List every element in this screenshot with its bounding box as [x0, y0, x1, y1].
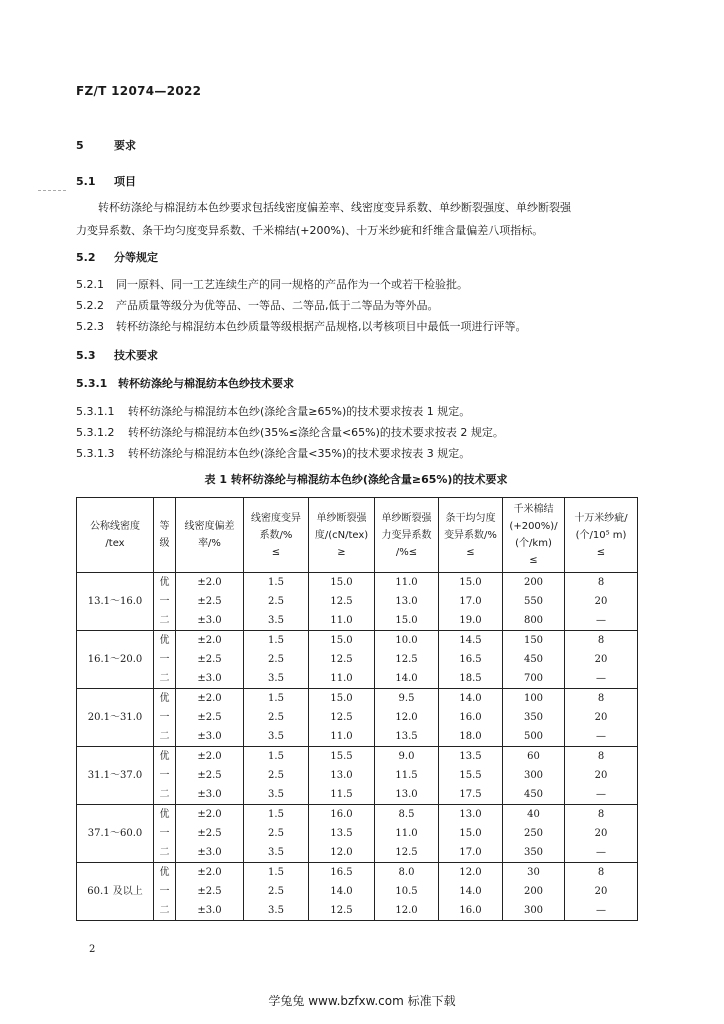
clause-5-3-1-2	[76, 424, 636, 440]
value-cell: 11.0	[309, 727, 375, 747]
clause-number: 5.3.1.3	[76, 447, 115, 460]
value-cell: 300	[503, 901, 565, 921]
value-cell: 8	[565, 689, 638, 709]
value-cell: 12.5	[375, 650, 439, 669]
table-row	[77, 824, 638, 843]
value-cell: 200	[503, 573, 565, 593]
grade-cell: 优	[154, 747, 176, 767]
clause-text: 产品质量等级分为优等品、一等品、二等品,低于二等品为等外品。	[116, 299, 439, 312]
value-cell: 450	[503, 650, 565, 669]
grade-cell: 一	[154, 650, 176, 669]
value-cell: 13.0	[439, 805, 503, 825]
value-cell: 15.0	[439, 573, 503, 593]
section-5-3-heading	[76, 347, 158, 363]
value-cell: 20	[565, 882, 638, 901]
value-cell: ±2.0	[176, 573, 244, 593]
value-cell: 300	[503, 766, 565, 785]
grade-cell: 一	[154, 766, 176, 785]
value-cell: ±2.5	[176, 882, 244, 901]
value-cell: 2.5	[244, 766, 309, 785]
value-cell: ±2.0	[176, 805, 244, 825]
value-cell: 13.0	[375, 592, 439, 611]
value-cell: 16.0	[439, 901, 503, 921]
value-cell: ±2.0	[176, 689, 244, 709]
value-cell: —	[565, 901, 638, 921]
value-cell: 11.0	[309, 669, 375, 689]
clause-5-3-1-1	[76, 403, 636, 419]
table-1-caption: 表 1 转杯纺涤纶与棉混纺本色纱(涤纶含量≥65%)的技术要求	[204, 473, 508, 486]
value-cell: 1.5	[244, 747, 309, 767]
grade-cell: 一	[154, 882, 176, 901]
value-cell: 700	[503, 669, 565, 689]
value-cell: 16.0	[309, 805, 375, 825]
value-cell: 14.0	[439, 882, 503, 901]
value-cell: ±2.0	[176, 631, 244, 651]
value-cell: ±3.0	[176, 611, 244, 631]
header-line: (个/km)	[515, 538, 552, 549]
value-cell: 9.0	[375, 747, 439, 767]
linear-density-range: 20.1～31.0	[77, 689, 154, 747]
header-line: 系数/%	[259, 529, 293, 541]
clause-5-2-1	[76, 276, 636, 292]
value-cell: 13.5	[439, 747, 503, 767]
grade-cell: 二	[154, 611, 176, 631]
value-cell: 12.0	[439, 863, 503, 883]
value-cell: 18.0	[439, 727, 503, 747]
linear-density-range: 31.1～37.0	[77, 747, 154, 805]
section-5-1-heading	[76, 173, 136, 189]
value-cell: —	[565, 785, 638, 805]
section-5-1-text-line-1: 转杯纺涤纶与棉混纺本色纱要求包括线密度偏差率、线密度变异系数、单纱断裂强度、单纱断裂强	[98, 201, 571, 214]
table-header-cell	[439, 498, 503, 573]
grade-cell: 优	[154, 573, 176, 593]
table-row	[77, 863, 638, 883]
value-cell: 30	[503, 863, 565, 883]
section-title: 技术要求	[114, 349, 158, 362]
header-line: ≤	[271, 546, 281, 558]
value-cell: ±2.5	[176, 650, 244, 669]
table-header-row	[77, 498, 638, 573]
table-row	[77, 766, 638, 785]
value-cell: 13.0	[309, 766, 375, 785]
value-cell: 800	[503, 611, 565, 631]
header-line: /%≤	[395, 546, 418, 558]
value-cell: ±2.5	[176, 708, 244, 727]
value-cell: 8	[565, 573, 638, 593]
table-row	[77, 592, 638, 611]
value-cell: 20	[565, 708, 638, 727]
value-cell: 13.5	[309, 824, 375, 843]
section-title: 分等规定	[114, 251, 158, 264]
linear-density-range: 37.1～60.0	[77, 805, 154, 863]
value-cell: ±2.0	[176, 747, 244, 767]
value-cell: 16.0	[439, 708, 503, 727]
value-cell: 3.5	[244, 669, 309, 689]
value-cell: 15.0	[309, 573, 375, 593]
header-line: 公称线密度	[90, 521, 140, 532]
grade-cell: 优	[154, 689, 176, 709]
section-5-2-heading	[76, 249, 158, 265]
grade-cell: 二	[154, 669, 176, 689]
value-cell: 17.0	[439, 843, 503, 863]
value-cell: 12.0	[309, 843, 375, 863]
table-header-cell	[154, 498, 176, 573]
header-line: ≤	[529, 555, 538, 566]
value-cell: 8.0	[375, 863, 439, 883]
value-cell: 450	[503, 785, 565, 805]
value-cell: 200	[503, 882, 565, 901]
clause-5-2-3	[76, 318, 636, 334]
header-line: 条干均匀度	[445, 512, 496, 524]
clause-5-3-1-3	[76, 445, 636, 461]
section-5-heading	[76, 137, 136, 153]
grade-cell: 二	[154, 785, 176, 805]
value-cell: 20	[565, 650, 638, 669]
value-cell: 8	[565, 863, 638, 883]
value-cell: 2.5	[244, 882, 309, 901]
value-cell: 11.5	[375, 766, 439, 785]
value-cell: ±2.5	[176, 592, 244, 611]
value-cell: 20	[565, 824, 638, 843]
value-cell: 13.5	[375, 727, 439, 747]
section-number: 5.1	[76, 175, 96, 188]
value-cell: 1.5	[244, 573, 309, 593]
value-cell: 15.0	[439, 824, 503, 843]
value-cell: 17.5	[439, 785, 503, 805]
value-cell: 12.5	[309, 708, 375, 727]
clause-number: 5.3.1.2	[76, 426, 115, 439]
header-line: 变异系数/%	[444, 529, 497, 541]
value-cell: 2.5	[244, 592, 309, 611]
clause-number: 5.2.2	[76, 299, 104, 312]
clause-number: 5.2.1	[76, 278, 104, 291]
value-cell: 350	[503, 708, 565, 727]
table-row	[77, 611, 638, 631]
value-cell: 12.5	[309, 592, 375, 611]
section-number: 5	[76, 139, 84, 152]
value-cell: 11.0	[375, 573, 439, 593]
clause-text: 转杯纺涤纶与棉混纺本色纱(涤纶含量<35%)的技术要求按表 3 规定。	[128, 447, 471, 460]
value-cell: 14.0	[309, 882, 375, 901]
value-cell: —	[565, 669, 638, 689]
section-title: 要求	[114, 139, 136, 152]
header-line: (+200%)/	[509, 521, 558, 532]
clause-number: 5.2.3	[76, 320, 104, 333]
header-line: 单纱断裂强	[316, 512, 367, 524]
value-cell: 11.5	[309, 785, 375, 805]
value-cell: —	[565, 727, 638, 747]
value-cell: ±2.5	[176, 824, 244, 843]
table-header-cell	[77, 498, 154, 573]
table-header-cell	[503, 498, 565, 573]
header-line: 等	[159, 521, 170, 532]
grade-cell: 优	[154, 863, 176, 883]
value-cell: 20	[565, 592, 638, 611]
table-row	[77, 901, 638, 921]
value-cell: 2.5	[244, 824, 309, 843]
table-header-cell	[244, 498, 309, 573]
value-cell: 9.5	[375, 689, 439, 709]
table-header-cell	[176, 498, 244, 573]
value-cell: 18.5	[439, 669, 503, 689]
value-cell: 11.0	[375, 824, 439, 843]
value-cell: 8	[565, 747, 638, 767]
table-row	[77, 708, 638, 727]
header-line: 度/(cN/tex)	[314, 529, 369, 541]
linear-density-range: 16.1～20.0	[77, 631, 154, 689]
table-1	[76, 497, 638, 921]
table-row	[77, 785, 638, 805]
value-cell: 1.5	[244, 631, 309, 651]
table-row	[77, 882, 638, 901]
grade-cell: 一	[154, 708, 176, 727]
value-cell: 500	[503, 727, 565, 747]
value-cell: —	[565, 843, 638, 863]
grade-cell: 二	[154, 727, 176, 747]
clause-text: 转杯纺涤纶与棉混纺本色纱(涤纶含量≥65%)的技术要求按表 1 规定。	[128, 405, 471, 418]
value-cell: 550	[503, 592, 565, 611]
header-line: ≤	[466, 546, 475, 558]
table-row	[77, 689, 638, 709]
value-cell: 19.0	[439, 611, 503, 631]
header-line: 千米棉结	[513, 504, 554, 515]
value-cell: 8	[565, 805, 638, 825]
header-line: 单纱断裂强	[381, 512, 432, 524]
clause-number: 5.3.1.1	[76, 405, 115, 418]
value-cell: ±3.0	[176, 785, 244, 805]
grade-cell: 优	[154, 805, 176, 825]
value-cell: 12.5	[309, 650, 375, 669]
header-line: ≥	[337, 546, 346, 558]
table-row	[77, 631, 638, 651]
value-cell: 14.0	[375, 669, 439, 689]
table-row	[77, 650, 638, 669]
grade-cell: 二	[154, 843, 176, 863]
value-cell: 15.0	[309, 689, 375, 709]
linear-density-range: 60.1 及以上	[77, 863, 154, 921]
header-line: 线密度偏差	[184, 521, 235, 532]
clause-text: 转杯纺涤纶与棉混纺本色纱质量等级根据产品规格,以考核项目中最低一项进行评等。	[116, 320, 527, 333]
value-cell: 3.5	[244, 727, 309, 747]
table-row	[77, 747, 638, 767]
header-line: 率/%	[198, 538, 221, 549]
value-cell: 250	[503, 824, 565, 843]
value-cell: —	[565, 611, 638, 631]
value-cell: 2.5	[244, 708, 309, 727]
value-cell: 17.0	[439, 592, 503, 611]
value-cell: 350	[503, 843, 565, 863]
value-cell: 12.5	[375, 843, 439, 863]
value-cell: 3.5	[244, 611, 309, 631]
value-cell: 12.0	[375, 708, 439, 727]
clause-5-2-2	[76, 297, 636, 313]
header-line: 线密度变异	[251, 512, 301, 524]
table-row	[77, 805, 638, 825]
value-cell: 16.5	[309, 863, 375, 883]
header-line: /tex	[105, 538, 125, 549]
value-cell: 15.0	[309, 631, 375, 651]
value-cell: 60	[503, 747, 565, 767]
section-number: 5.3	[76, 349, 96, 362]
value-cell: 1.5	[244, 863, 309, 883]
value-cell: 3.5	[244, 843, 309, 863]
clause-text: 同一原料、同一工艺连续生产的同一规格的产品作为一个或若干检验批。	[116, 278, 468, 291]
table-body	[77, 573, 638, 921]
value-cell: 15.5	[309, 747, 375, 767]
linear-density-range: 13.1～16.0	[77, 573, 154, 631]
header-line: 十万米纱疵/	[574, 512, 628, 524]
grade-cell: 二	[154, 901, 176, 921]
header-line: 级	[159, 538, 170, 549]
value-cell: 14.5	[439, 631, 503, 651]
footer-watermark: 学兔兔 www.bzfxw.com 标准下载	[268, 994, 456, 1008]
page-number: 2	[89, 944, 96, 955]
value-cell: ±3.0	[176, 901, 244, 921]
table-header-cell	[375, 498, 439, 573]
value-cell: 1.5	[244, 689, 309, 709]
value-cell: 20	[565, 766, 638, 785]
value-cell: ±3.0	[176, 843, 244, 863]
section-number: 5.3.1	[76, 377, 108, 390]
table-row	[77, 669, 638, 689]
value-cell: ±2.0	[176, 863, 244, 883]
table-row	[77, 573, 638, 593]
grade-cell: 一	[154, 824, 176, 843]
value-cell: 13.0	[375, 785, 439, 805]
grade-cell: 优	[154, 631, 176, 651]
value-cell: 10.0	[375, 631, 439, 651]
value-cell: 12.5	[309, 901, 375, 921]
value-cell: 16.5	[439, 650, 503, 669]
clause-text: 转杯纺涤纶与棉混纺本色纱(35%≤涤纶含量<65%)的技术要求按表 2 规定。	[128, 426, 504, 439]
value-cell: 11.0	[309, 611, 375, 631]
value-cell: 12.0	[375, 901, 439, 921]
header-line: 力变异系数	[381, 529, 432, 541]
table-row	[77, 843, 638, 863]
value-cell: 8	[565, 631, 638, 651]
value-cell: 3.5	[244, 785, 309, 805]
value-cell: 40	[503, 805, 565, 825]
section-number: 5.2	[76, 251, 96, 264]
value-cell: ±2.5	[176, 766, 244, 785]
value-cell: 8.5	[375, 805, 439, 825]
header-line: (个/10⁵ m)	[575, 529, 627, 541]
standard-number: FZ/T 12074—2022	[76, 84, 202, 98]
section-5-1-text-line-2: 力变异系数、条干均匀度变异系数、千米棉结(+200%)、十万米纱疵和纤维含量偏差八项指标。	[76, 224, 544, 237]
dashed-mark	[38, 190, 66, 191]
value-cell: 3.5	[244, 901, 309, 921]
grade-cell: 一	[154, 592, 176, 611]
value-cell: 15.0	[375, 611, 439, 631]
table-header-cell	[309, 498, 375, 573]
value-cell: ±3.0	[176, 669, 244, 689]
section-title: 转杯纺涤纶与棉混纺本色纱技术要求	[118, 377, 294, 390]
section-title: 项目	[114, 175, 136, 188]
table-header-cell	[565, 498, 638, 573]
value-cell: 10.5	[375, 882, 439, 901]
value-cell: ±3.0	[176, 727, 244, 747]
table-row	[77, 727, 638, 747]
value-cell: 150	[503, 631, 565, 651]
value-cell: 15.5	[439, 766, 503, 785]
header-line: ≤	[596, 546, 606, 558]
value-cell: 2.5	[244, 650, 309, 669]
section-5-3-1-heading	[76, 375, 294, 391]
value-cell: 1.5	[244, 805, 309, 825]
value-cell: 14.0	[439, 689, 503, 709]
value-cell: 100	[503, 689, 565, 709]
